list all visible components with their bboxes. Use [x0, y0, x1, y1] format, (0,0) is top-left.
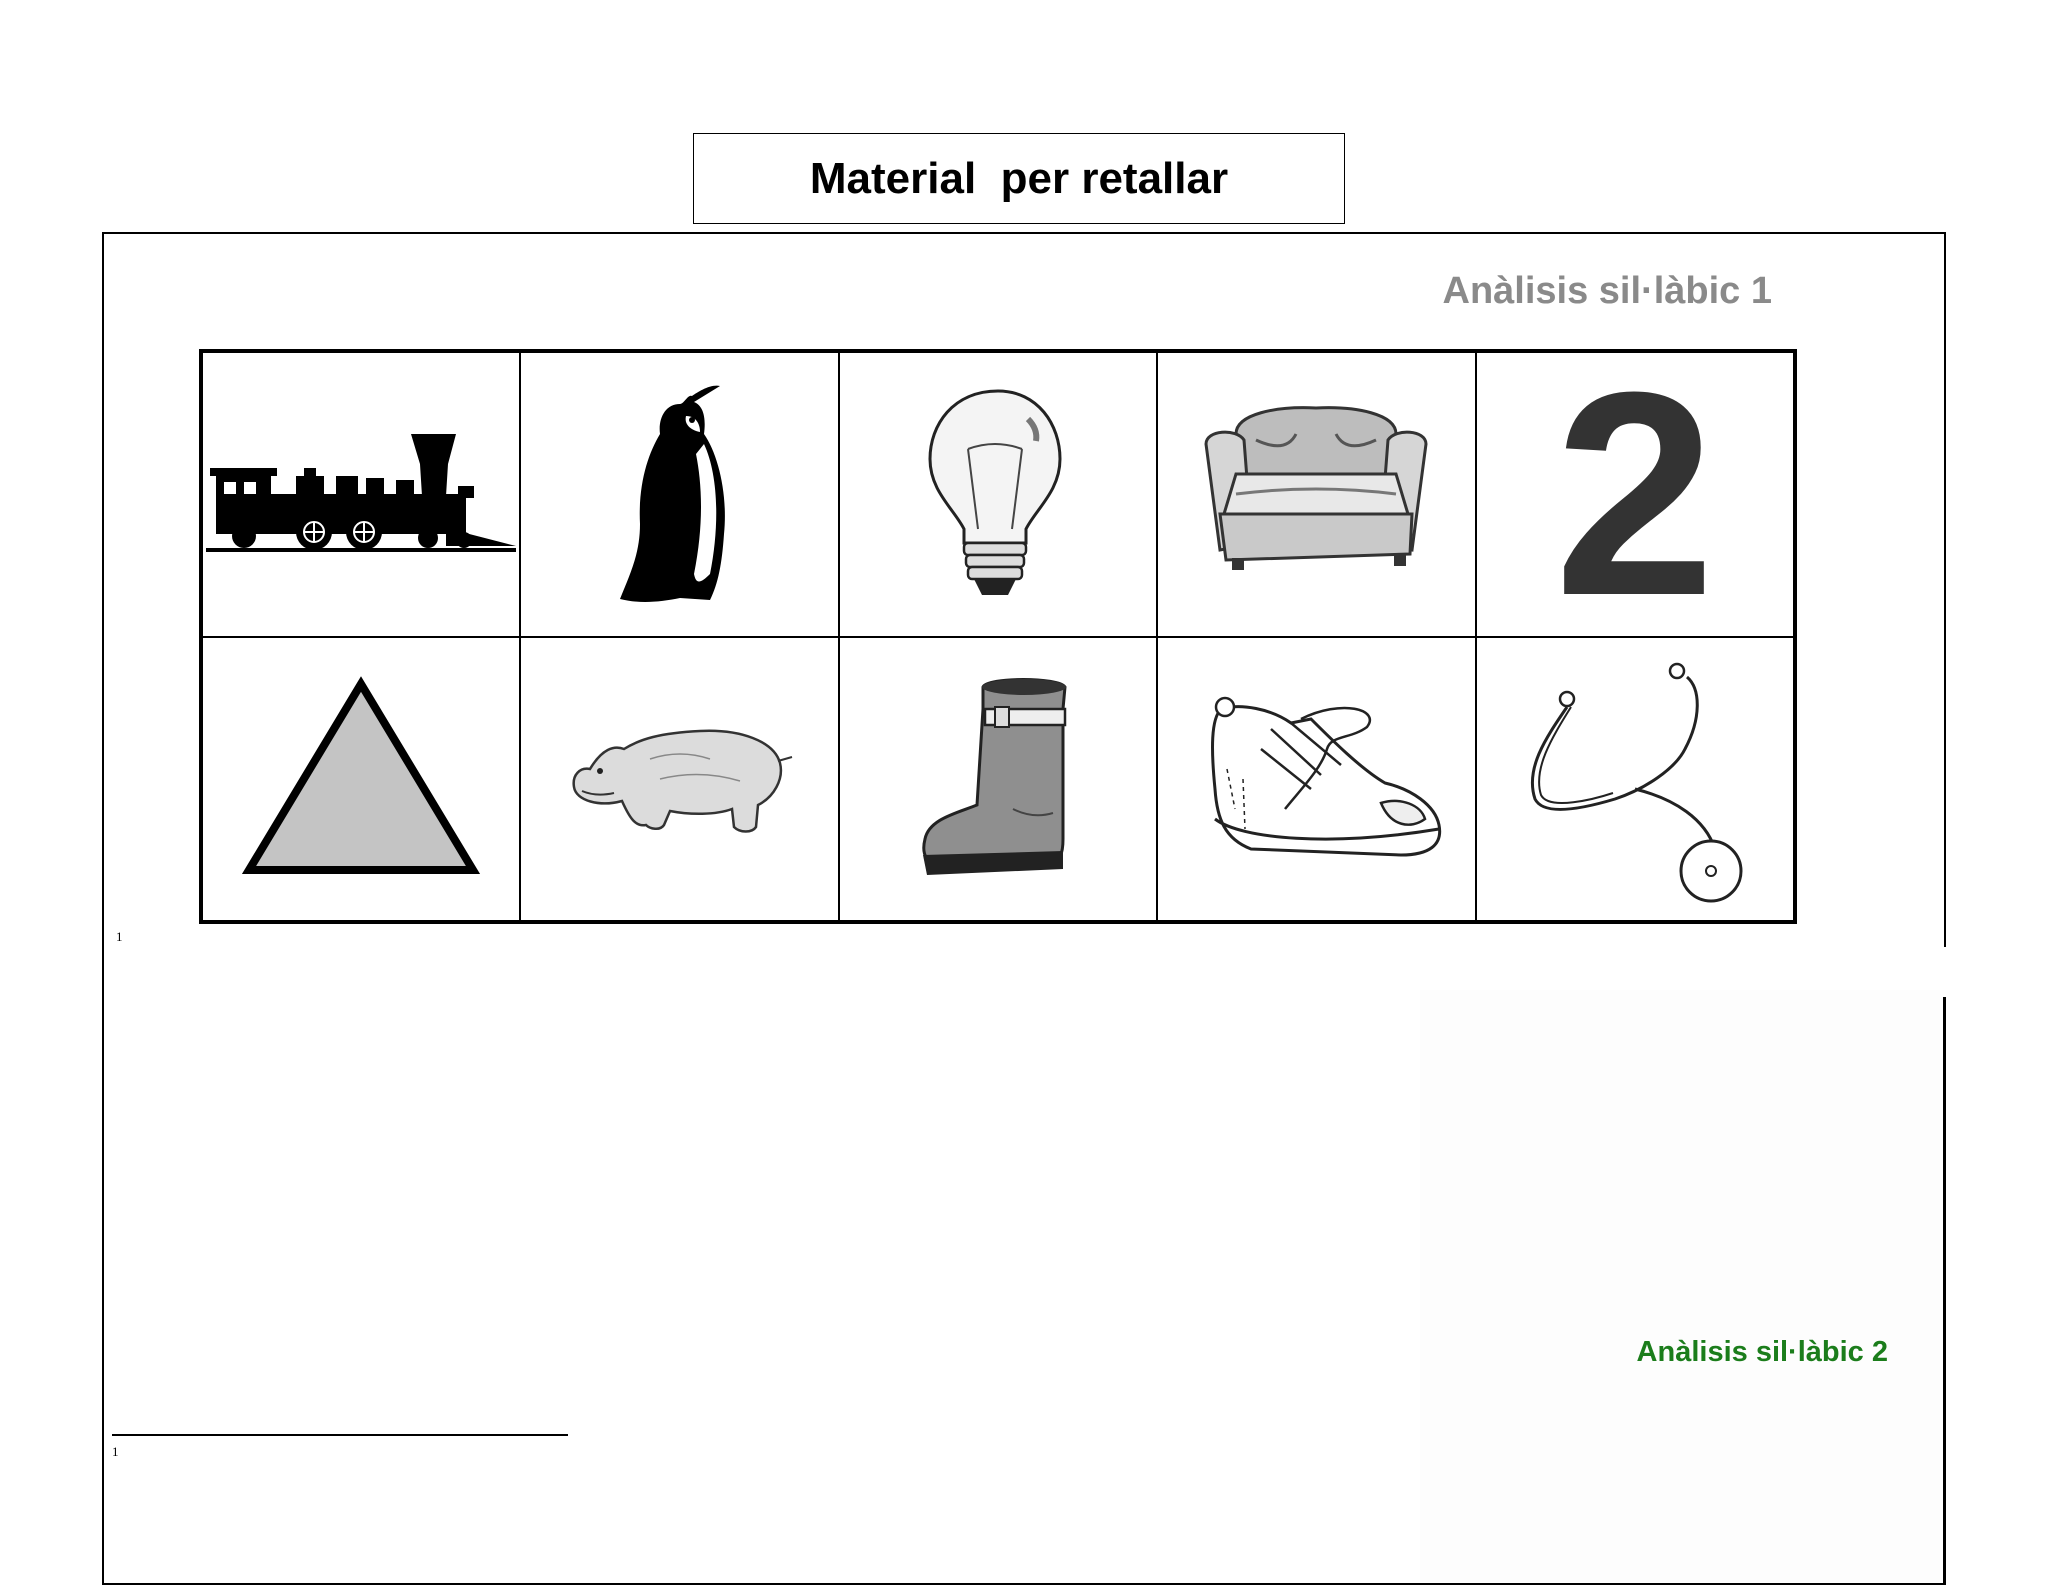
triangle-icon	[241, 674, 481, 884]
title-box	[693, 133, 1345, 224]
footnote-reference: 1	[116, 929, 123, 944]
number-two-icon: 2	[1554, 352, 1716, 637]
grid-cell-penguin[interactable]	[520, 352, 838, 637]
sneaker-icon	[1181, 679, 1451, 879]
picture-grid	[199, 349, 1797, 924]
grid-cell-stethoscope[interactable]	[1476, 637, 1794, 922]
grid-cell-hippo[interactable]	[520, 637, 838, 922]
footnote-number: 1	[112, 1444, 119, 1459]
footnote-separator	[112, 1434, 568, 1436]
grid-cell-triangle[interactable]	[202, 637, 520, 922]
frame-right-edge	[1943, 997, 1945, 1585]
grid-cell-number-two[interactable]	[1476, 352, 1794, 637]
page-title: Material per retallar	[809, 153, 1229, 203]
grid-cell-armchair[interactable]	[1157, 352, 1475, 637]
boot-icon	[903, 669, 1093, 889]
grid-cell-train[interactable]	[202, 352, 520, 637]
armchair-icon	[1196, 394, 1436, 594]
grid-cell-sneaker[interactable]	[1157, 637, 1475, 922]
grid-cell-boot[interactable]	[839, 637, 1157, 922]
light-bulb-icon	[908, 379, 1088, 609]
penguin-icon	[600, 374, 760, 614]
grid-cell-light-bulb[interactable]	[839, 352, 1157, 637]
section-heading-1: Anàlisis sil·làbic 1	[1442, 270, 1772, 312]
train-icon	[206, 424, 516, 564]
stethoscope-icon	[1505, 649, 1765, 909]
section-heading-2: Anàlisis sil·làbic 2	[1636, 1336, 1888, 1368]
hippo-icon	[560, 709, 800, 849]
shaded-area	[1420, 990, 1940, 1582]
